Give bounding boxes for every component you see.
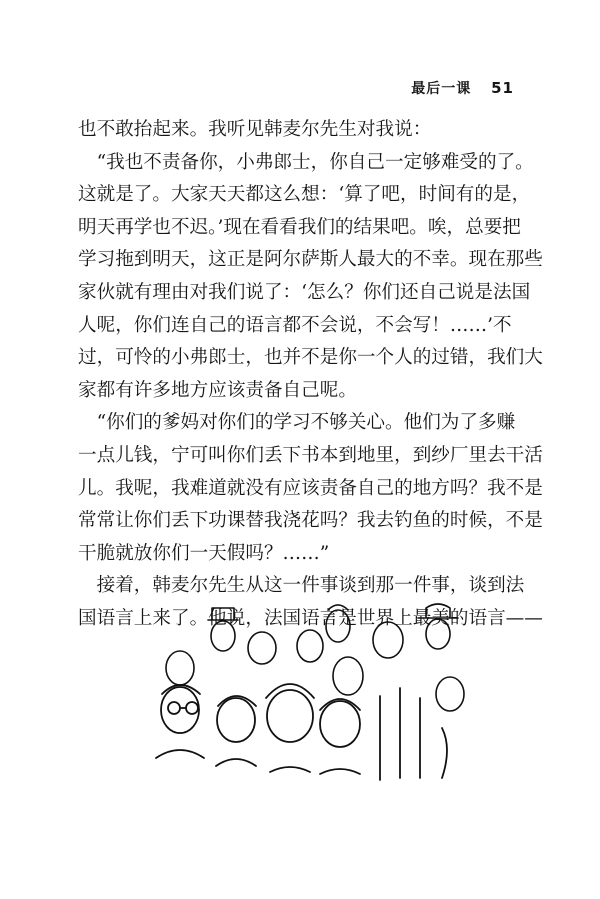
text-line: 一点儿钱，宁可叫你们丢下书本到地里，到纱厂里去干活 — [78, 444, 543, 466]
text-line: 过，可怜的小弗郎士，也并不是你一个人的过错，我们大 — [78, 347, 543, 369]
text-line: 这就是了。大家天天都这么想：‘算了吧，时间有的是， — [78, 184, 531, 206]
chapter-title: 最后一课 — [411, 81, 472, 97]
text-line: 儿。我呢，我难道就没有应该责备自己的地方吗？我不是 — [78, 477, 543, 499]
text-line: “你们的爹妈对你们的学习不够关心。他们为了多赚 — [78, 412, 516, 434]
text-line: 干脆就放你们一天假吗？……” — [78, 542, 330, 564]
text-line: “我也不责备你，小弗郎士，你自己一定够难受的了。 — [78, 151, 534, 173]
text-line: 也不敢抬起来。我听见韩麦尔先生对我说： — [78, 119, 432, 140]
body-text — [78, 114, 543, 636]
text-line: 接着，韩麦尔先生从这一件事谈到那一件事，谈到法 — [78, 575, 525, 597]
text-line: 人呢，你们连自己的语言都不会说，不会写！……’不 — [78, 314, 512, 336]
text-line: 明天再学也不迟。’现在看看我们的结果吧。唉，总要把 — [78, 216, 521, 238]
running-header — [411, 78, 514, 98]
text-line: 家都有许多地方应该责备自己呢。 — [78, 379, 357, 401]
text-line: 国语言上来了。他说，法国语言是世界上最美的语言—— — [78, 607, 543, 629]
text-line: 学习拖到明天，这正是阿尔萨斯人最大的不幸。现在那些 — [78, 249, 543, 271]
page-number: 51 — [491, 79, 514, 97]
text-line: 常常让你们丢下功课替我浇花吗？我去钓鱼的时候，不是 — [78, 510, 543, 532]
crowd-illustration — [150, 598, 480, 814]
text-line: 家伙就有理由对我们说了：‘怎么？你们还自己说是法国 — [78, 281, 531, 303]
